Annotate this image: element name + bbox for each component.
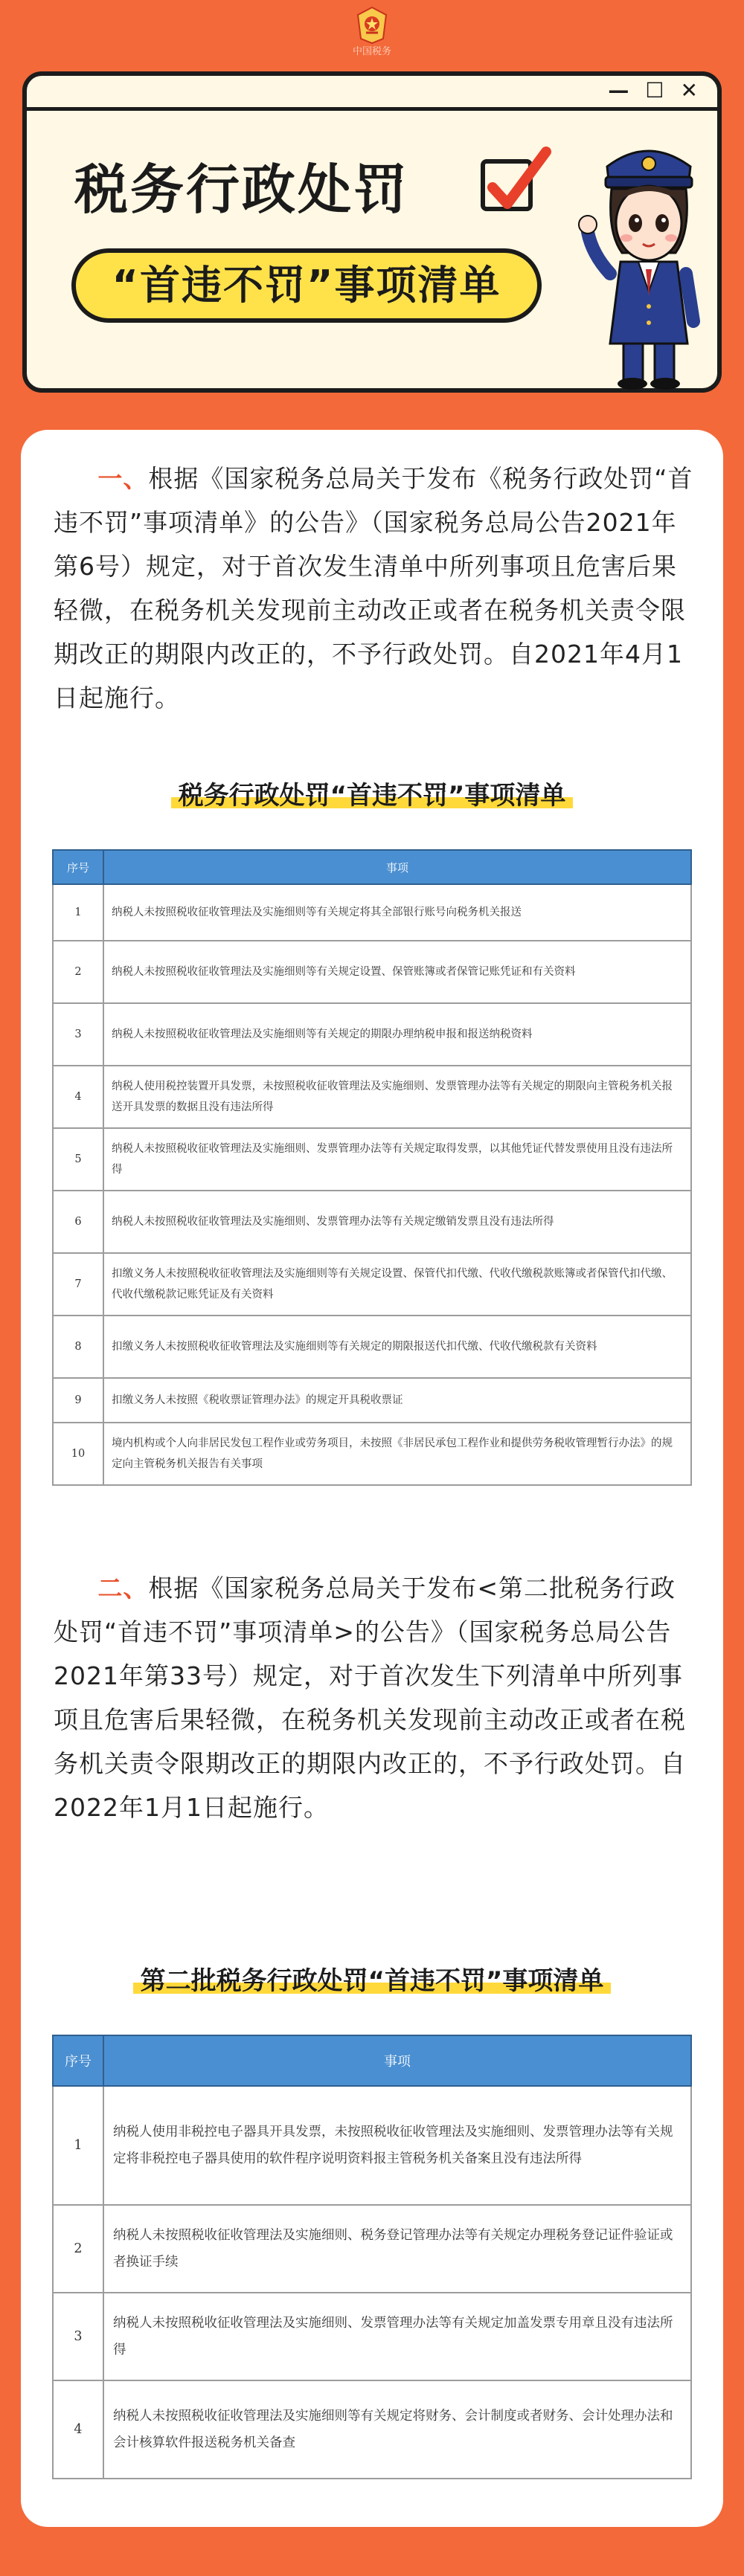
row-number: 10 bbox=[53, 1423, 103, 1485]
section-1-paragraph bbox=[54, 457, 693, 720]
table-2-title: 第二批税务行政处罚“首违不罚”事项清单 bbox=[21, 1960, 723, 1997]
row-number: 1 bbox=[53, 2086, 103, 2205]
table-row bbox=[53, 1316, 691, 1378]
close-icon: ✕ bbox=[680, 78, 698, 103]
row-item-text: 纳税人未按照税收征收管理法及实施细则等有关规定将其全部银行账号向税务机关报送 bbox=[103, 884, 691, 941]
table-1 bbox=[52, 849, 692, 1486]
emblem-caption: 中国税务 bbox=[352, 46, 391, 57]
row-number: 5 bbox=[53, 1128, 103, 1191]
row-item-text: 扣缴义务人未按照税收征收管理法及实施细则等有关规定的期限报送代扣代缴、代收代缴税款有关资料 bbox=[103, 1316, 691, 1378]
row-item-text: 纳税人使用税控装置开具发票，未按照税收征收管理法及实施细则、发票管理办法等有关规定的期限向主管税务机关报送开具发票的数据且没有违法所得 bbox=[103, 1066, 691, 1128]
tax-officer-mascot bbox=[577, 120, 719, 396]
maximize-icon: ☐ bbox=[645, 78, 664, 103]
table-row bbox=[53, 2293, 691, 2380]
row-number: 1 bbox=[53, 884, 103, 941]
table-row bbox=[53, 2086, 691, 2205]
row-item-text: 境内机构或个人向非居民发包工程作业或劳务项目，未按照《非居民承包工程作业和提供劳务税收管理暂行办法》的规定向主管税务机关报告有关事项 bbox=[103, 1423, 691, 1485]
table-2-header-item: 事项 bbox=[103, 2035, 691, 2086]
page-title: 税务行政处罚 bbox=[74, 158, 410, 221]
table-2 bbox=[52, 2035, 692, 2479]
table-row bbox=[53, 2380, 691, 2479]
table-1-header-item: 事项 bbox=[103, 850, 691, 884]
row-number: 7 bbox=[53, 1253, 103, 1316]
table-row bbox=[53, 1003, 691, 1066]
minimize-icon: — bbox=[608, 78, 629, 103]
table-row bbox=[53, 2205, 691, 2293]
table-2-header-no: 序号 bbox=[53, 2035, 103, 2086]
table-row bbox=[53, 1253, 691, 1316]
table-row bbox=[53, 941, 691, 1003]
section-1-lead: 一、 bbox=[97, 464, 149, 493]
content-card bbox=[21, 430, 723, 2527]
row-item-text: 纳税人未按照税收征收管理法及实施细则、发票管理办法等有关规定加盖发票专用章且没有违法所得 bbox=[103, 2293, 691, 2380]
row-number: 3 bbox=[53, 2293, 103, 2380]
table-row bbox=[53, 1066, 691, 1128]
row-item-text: 纳税人使用非税控电子器具开具发票，未按照税收征收管理法及实施细则、发票管理办法等有关规定将非税控电子器具使用的软件程序说明资料报主管税务机关备案且没有违法所得 bbox=[103, 2086, 691, 2205]
table-row bbox=[53, 1128, 691, 1191]
row-number: 9 bbox=[53, 1378, 103, 1423]
row-number: 3 bbox=[53, 1003, 103, 1066]
row-item-text: 扣缴义务人未按照税收征收管理法及实施细则等有关规定设置、保管代扣代缴、代收代缴税款账簿或者保管代扣代缴、代收代缴税款记账凭证及有关资料 bbox=[103, 1253, 691, 1316]
page-subtitle: “首违不罚”事项清单 bbox=[71, 248, 542, 323]
checkbox-icon bbox=[481, 159, 533, 211]
table-row bbox=[53, 1423, 691, 1485]
row-item-text: 纳税人未按照税收征收管理法及实施细则等有关规定设置、保管账簿或者保管记账凭证和有关资料 bbox=[103, 941, 691, 1003]
table-1-title: 税务行政处罚“首违不罚”事项清单 bbox=[21, 775, 723, 811]
row-item-text: 纳税人未按照税收征收管理法及实施细则、发票管理办法等有关规定取得发票，以其他凭证代替发票使用且没有违法所得 bbox=[103, 1128, 691, 1191]
section-2-paragraph bbox=[54, 1566, 693, 1829]
row-item-text: 纳税人未按照税收征收管理法及实施细则、税务登记管理办法等有关规定办理税务登记证件验证或者换证手续 bbox=[103, 2205, 691, 2293]
row-item-text: 扣缴义务人未按照《税收票证管理办法》的规定开具税收票证 bbox=[103, 1378, 691, 1423]
row-item-text: 纳税人未按照税收征收管理法及实施细则等有关规定的期限办理纳税申报和报送纳税资料 bbox=[103, 1003, 691, 1066]
row-number: 8 bbox=[53, 1316, 103, 1378]
section-1-text: 根据《国家税务总局关于发布《税务行政处罚“首违不罚”事项清单》的公告》（国家税务总局公告2021年第6号）规定，对于首次发生清单中所列事项且危害后果轻微，在税务机关发现前主动改正或者在税务机关责令限期改正的期限内改正的，不予行政处罚。自2021年4月1日起施行。 bbox=[54, 464, 693, 712]
section-2-text: 根据《国家税务总局关于发布<第二批税务行政处罚“首违不罚”事项清单>的公告》（国家税务总局公告2021年第33号）规定，对于首次发生下列清单中所列事项且危害后果轻微，在税务机关发现前主动改正或者在税务机关责令限期改正的期限内改正的，不予行政处罚。自2022年1月1日起施行。 bbox=[54, 1574, 686, 1822]
row-item-text: 纳税人未按照税收征收管理法及实施细则等有关规定将财务、会计制度或者财务、会计处理办法和会计核算软件报送税务机关备查 bbox=[103, 2380, 691, 2479]
row-number: 6 bbox=[53, 1191, 103, 1253]
row-item-text: 纳税人未按照税收征收管理法及实施细则、发票管理办法等有关规定缴销发票且没有违法所得 bbox=[103, 1191, 691, 1253]
table-row bbox=[53, 1191, 691, 1253]
row-number: 2 bbox=[53, 941, 103, 1003]
header-window bbox=[22, 71, 722, 393]
table-2-body bbox=[53, 2086, 691, 2479]
row-number: 2 bbox=[53, 2205, 103, 2293]
row-number: 4 bbox=[53, 2380, 103, 2479]
tax-emblem bbox=[333, 6, 411, 70]
table-1-body bbox=[53, 884, 691, 1485]
section-2-lead: 二、 bbox=[97, 1574, 149, 1603]
tax-emblem-icon bbox=[355, 6, 389, 45]
table-1-header-no: 序号 bbox=[53, 850, 103, 884]
row-number: 4 bbox=[53, 1066, 103, 1128]
table-row bbox=[53, 884, 691, 941]
window-title-bar bbox=[27, 76, 717, 111]
table-row bbox=[53, 1378, 691, 1423]
